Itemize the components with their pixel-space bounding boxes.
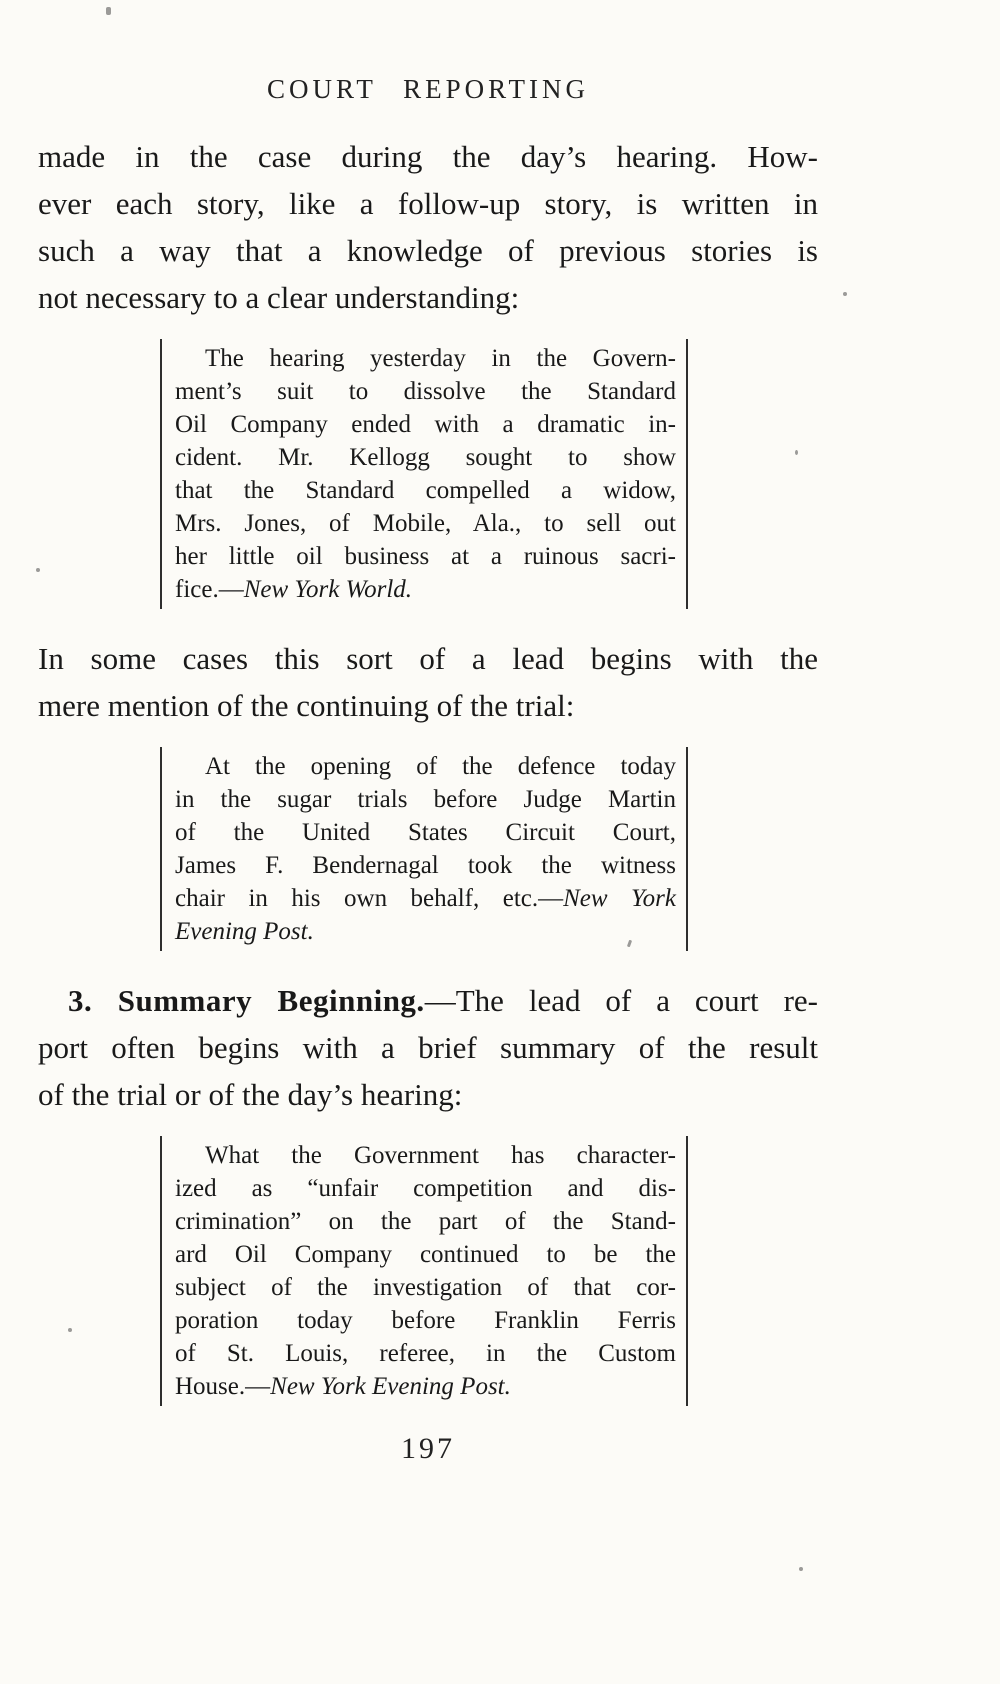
attribution-italic: Evening Post. [175, 918, 314, 945]
text-line: not necessary to a clear understanding: [38, 280, 520, 315]
text-line: ever each story, like a follow-up story, is written in [38, 186, 818, 221]
quote-line: What the Government has character- [205, 1142, 676, 1169]
text-line [38, 977, 818, 1024]
scan-speck [799, 1567, 803, 1571]
scan-speck [795, 450, 798, 455]
quote-line: ment’s suit to dissolve the Standard [175, 378, 676, 405]
quote-line: subject of the investigation of that cor- [175, 1274, 676, 1301]
text-run: —The lead of a court re- [424, 983, 818, 1018]
scan-speck [68, 1328, 72, 1332]
quote-text: chair in his own behalf, etc.— [175, 885, 564, 912]
quote-line [175, 882, 676, 915]
quote-line: poration today before Franklin Ferris [175, 1307, 676, 1334]
text-line: made in the case during the day’s hearing. How- [38, 139, 818, 174]
quote-line: The hearing yesterday in the Govern- [205, 345, 676, 372]
quote-line: James F. Bendernagal took the witness [175, 852, 676, 879]
paragraph-3 [38, 977, 818, 1118]
text-line: In some cases this sort of a lead begins with the [38, 641, 818, 676]
text-line: mere mention of the continuing of the trial: [38, 688, 575, 723]
text-line: of the trial or of the day’s hearing: [38, 1077, 463, 1112]
page-number: 197 [401, 1432, 455, 1465]
paragraph-1 [38, 133, 818, 321]
quote-line: cident. Mr. Kellogg sought to show [175, 444, 676, 471]
scan-speck [36, 568, 40, 572]
blockquote-standard-oil [160, 339, 688, 609]
quote-line: her little oil business at a ruinous sacri- [175, 543, 676, 570]
quote-line: that the Standard compelled a widow, [175, 477, 676, 504]
blockquote-sugar-trials [160, 747, 688, 951]
text-line: port often begins with a brief summary of the result [38, 1030, 818, 1065]
quote-line: of St. Louis, referee, in the Custom [175, 1340, 676, 1367]
quote-line: At the opening of the defence today [205, 753, 676, 780]
quote-line: in the sugar trials before Judge Martin [175, 786, 676, 813]
quote-line: crimination” on the part of the Stand- [175, 1208, 676, 1235]
scan-speck [843, 292, 847, 296]
section-heading-bold: 3. Summary Beginning. [68, 983, 425, 1018]
quote-line: of the United States Circuit Court, [175, 819, 676, 846]
page-header: COURT REPORTING [266, 74, 590, 104]
quote-line: ard Oil Company continued to be the [175, 1241, 676, 1268]
quote-line [175, 915, 676, 948]
blockquote-summary-example [160, 1136, 688, 1406]
attribution-italic: New York Evening Post. [270, 1373, 511, 1400]
quote-line: ized as “unfair competition and dis- [175, 1175, 676, 1202]
attribution-italic: New York World. [243, 576, 413, 603]
quote-line [175, 1370, 676, 1403]
quote-line: Oil Company ended with a dramatic in- [175, 411, 676, 438]
quote-line: Mrs. Jones, of Mobile, Ala., to sell out [175, 510, 676, 537]
paragraph-2 [38, 635, 818, 729]
quote-text: House.— [175, 1373, 271, 1400]
attribution-italic: New York [563, 885, 676, 912]
quote-text: fice.— [175, 576, 244, 603]
scan-speck [106, 7, 111, 15]
quote-line [175, 573, 676, 606]
text-line: such a way that a knowledge of previous stories is [38, 233, 818, 268]
